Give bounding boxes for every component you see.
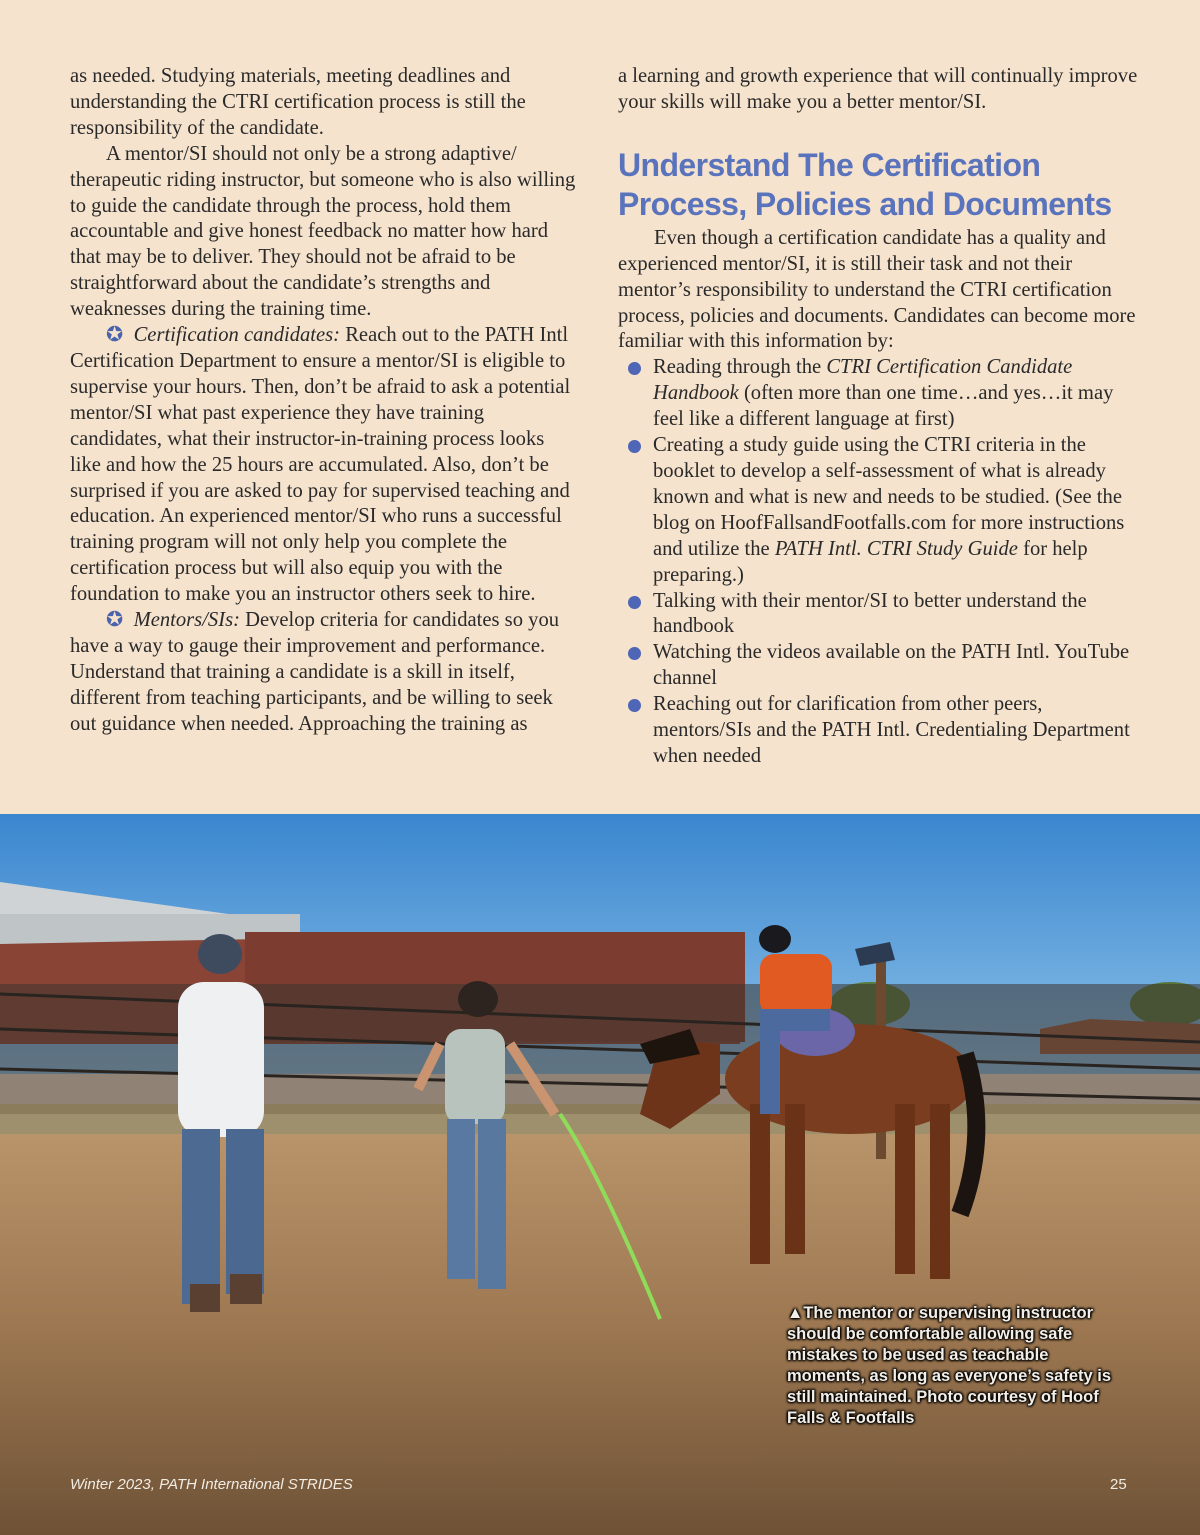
bullet-list [618, 355, 1138, 770]
bullet-text: Talking with their mentor/SI to better understand the handbook [653, 589, 1087, 638]
list-item [618, 692, 1138, 770]
mentors-text: Develop criteria for candidates so you have a way to gauge their improvement and performance. Understand that training a candidate is a skill in itself, different from teaching participants, and be willing to seek out guidance when needed. Approaching the training as [70, 609, 560, 735]
bullet-dot-icon [628, 440, 641, 453]
candidates-text: Reach out to the PATH Intl Certification Department to ensure a mentor/SI is eligible to supervise your hours. Then, don’t be afraid to ask a potential mentor/SI what past experience they have training candidates, what their instructor-in-training process looks like and how the 25 hours are accumulated. Also, don’t be surprised if you are asked to pay for supervised teaching and education. An experienced mentor/SI who runs a successful training program will not only help you complete the certification process but will also equip you with the foundation to make you an instructor others seek to hire. [70, 324, 571, 606]
photo-caption: ▲The mentor or supervising instructor should be comfortable allowing safe mistakes to be used as teachable moments, as long as everyone’s safety is still maintained. Photo courtesy of Hoof Falls & Footfalls [787, 1304, 1112, 1427]
section-heading: Understand The Certification Process, Policies and Documents [618, 146, 1112, 222]
bullet-text: Watching the videos available on the PATH Intl. YouTube channel [653, 641, 1130, 690]
bullet-text: for help preparing.) [653, 537, 1088, 586]
list-item [618, 640, 1138, 692]
bullet-text: Reading through the [653, 356, 827, 379]
study-guide-title: PATH Intl. CTRI Study Guide [774, 537, 1018, 560]
right-paragraph-1: a learning and growth experience that will continually improve your skills will make you a better mentor/SI. [618, 65, 1138, 113]
mentors-label: Mentors/SIs: [133, 609, 240, 632]
bullet-dot-icon [628, 699, 641, 712]
star-bullet-icon: ✪ [106, 609, 124, 632]
page-number: 25 [1110, 1476, 1127, 1493]
right-column [618, 64, 1138, 770]
candidates-label: Certification candidates: [133, 324, 341, 347]
bullet-dot-icon [628, 596, 641, 609]
handbook-title: CTRI Certification Candidate Handbook [653, 356, 1073, 405]
left-paragraph-candidates [70, 323, 580, 608]
list-item [618, 433, 1138, 588]
bullet-dot-icon [628, 647, 641, 660]
left-paragraph-mentors [70, 608, 580, 738]
star-bullet-icon: ✪ [106, 324, 124, 347]
footer-publication: Winter 2023, PATH International STRIDES [70, 1476, 353, 1493]
left-column [70, 64, 580, 738]
left-paragraph-1: as needed. Studying materials, meeting deadlines and understanding the CTRI certification process is still the responsibility of the candidate. [70, 65, 526, 139]
left-paragraph-2: A mentor/SI should not only be a strong adaptive/ therapeutic riding instructor, but someone who is also willing to guide the candidate through the process, hold them accountable and give honest feedback no matter how hard that may be to deliver. They should not be afraid to be straightforward about the candidate’s strengths and weaknesses during the training time. [70, 142, 576, 321]
list-item [618, 589, 1138, 641]
bullet-text: (often more than one time…and yes…it may feel like a different language at first) [653, 382, 1114, 431]
bullet-text: Reaching out for clarification from other peers, mentors/SIs and the PATH Intl. Credentialing Department when needed [653, 693, 1130, 767]
bullet-dot-icon [628, 362, 641, 375]
list-item [618, 355, 1138, 433]
bullet-text: Creating a study guide using the CTRI criteria in the booklet to develop a self-assessment of what is already known and what is new and needs to be studied. (See the blog on HoofFallsandFootfalls.com for more instructions and utilize the [653, 434, 1125, 560]
right-paragraph-2: Even though a certification candidate has a quality and experienced mentor/SI, it is still their task and not their mentor’s responsibility to understand the CTRI certification process, policies and documents. Candidates can become more familiar with this information by: [618, 226, 1136, 353]
